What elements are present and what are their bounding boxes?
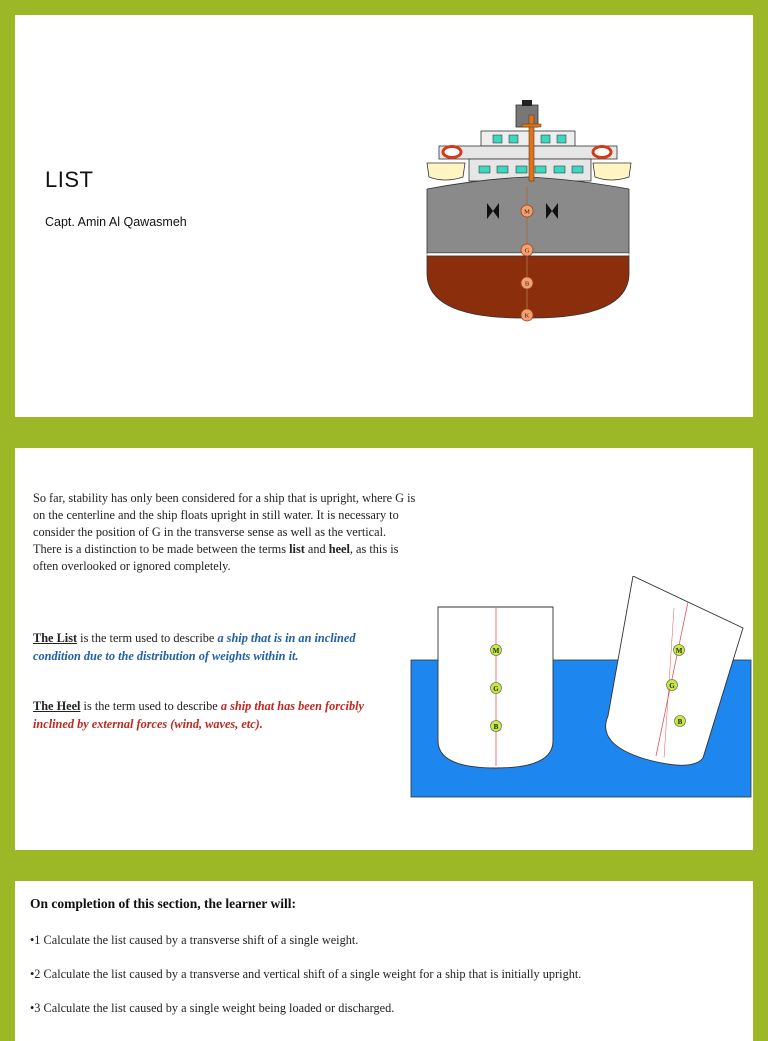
mast-crossbar — [522, 124, 541, 127]
point-g-label: G — [524, 247, 530, 255]
point-k-label: K — [524, 312, 530, 320]
point-b-label: B — [524, 280, 530, 288]
intro-text: So far, stability has only been considered for a ship that is upright, where G is on the centerline and the ship floats upright in still water. It is necessary to consider the position of G in the transverse sense as well as the vertical. — [33, 491, 416, 539]
svg-text:M: M — [492, 647, 500, 655]
list-heel-diagram — [410, 576, 752, 798]
intro-paragraph: So far, stability has only been considered for a ship that is upright, where G is on the centerline and the ship floats upright in still water. It is necessary to consider the position of G in the transverse sense as well as the vertical. There is a distinction to be made between the terms list and heel, as this is often overlooked or ignored completely. — [33, 491, 416, 573]
bridge-deck — [439, 146, 617, 159]
objective-item: •1 Calculate the list caused by a transverse shift of a single weight. — [30, 933, 359, 947]
upright-ship-section — [438, 607, 553, 768]
point-m-label: M — [524, 208, 530, 216]
term-list: list — [289, 542, 305, 556]
svg-text:G: G — [493, 685, 499, 693]
lifebuoy-right — [593, 147, 611, 158]
svg-text:B: B — [493, 723, 499, 731]
lifeboat-right — [593, 163, 631, 180]
slide-author: Capt. Amin Al Qawasmeh — [45, 215, 187, 229]
objectives-slide — [15, 881, 753, 1041]
svg-text:M: M — [675, 647, 683, 655]
objective-item: •3 Calculate the list caused by a single weight being loaded or discharged. — [30, 1001, 395, 1015]
heel-definition: The Heel is the term used to describe a ship that has been forcibly inclined by external forces (wind, waves, etc). — [33, 699, 364, 731]
term-heel: heel — [328, 542, 350, 556]
title-slide — [15, 15, 753, 417]
objective-item: •2 Calculate the list caused by a transverse and vertical shift of a single weight for a ship that is initially upright. — [30, 967, 582, 981]
svg-text:G: G — [669, 682, 675, 690]
ship-front-view-diagram — [423, 97, 643, 327]
lifebuoy-left — [443, 147, 461, 158]
heel-term: The Heel — [33, 699, 81, 713]
list-definition: The List is the term used to describe a ship that is in an inclined condition due to the distribution of weights within it. — [33, 631, 356, 663]
svg-text:B: B — [677, 718, 683, 726]
objectives-heading: On completion of this section, the learner will: — [30, 896, 296, 911]
list-heel-slide — [15, 448, 753, 850]
funnel-top — [522, 100, 532, 106]
ship-funnel — [516, 105, 538, 127]
slide-title: LIST — [45, 167, 94, 192]
lifeboat-left — [427, 163, 465, 180]
list-term: The List — [33, 631, 78, 645]
